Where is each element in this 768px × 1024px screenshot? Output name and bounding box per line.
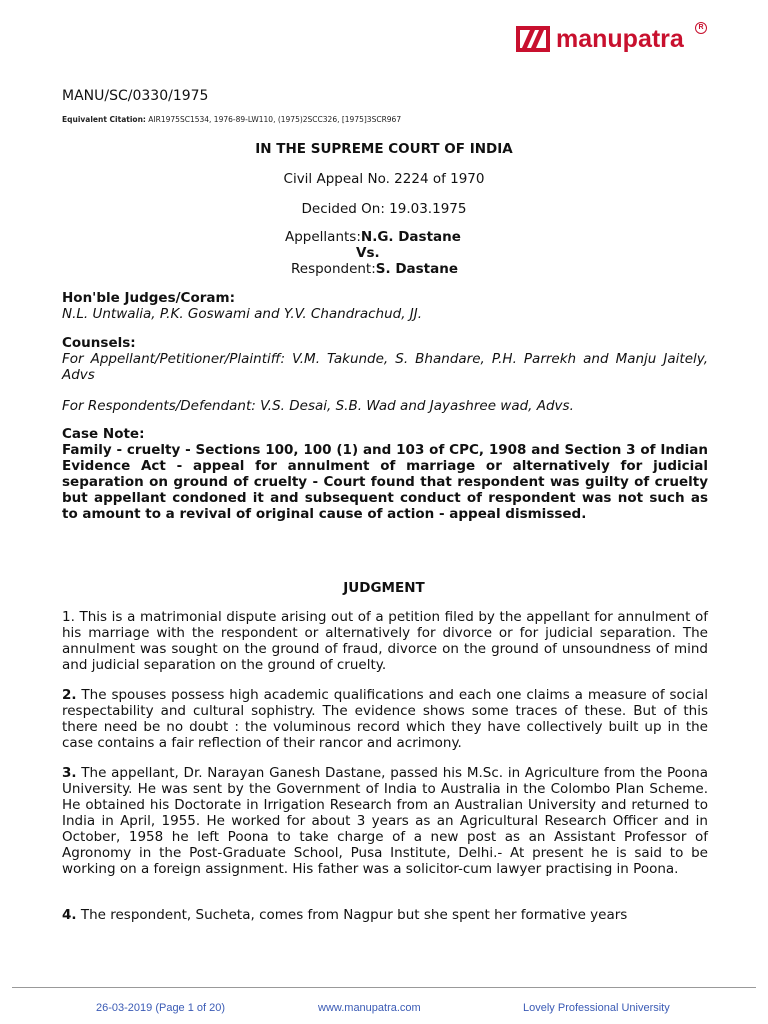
paragraph-1 [62, 609, 708, 673]
decided-date: Decided On: 19.03.1975 [301, 201, 467, 217]
paragraph-number: 4. [62, 907, 77, 923]
counsel-appellant: For Appellant/Petitioner/Plaintiff: V.M. Takunde, S. Bhandare, P.H. Parrekh and Manju Jaitely, Advs [62, 351, 708, 383]
paragraph-number: 2. [62, 687, 77, 703]
judges-heading: Hon'ble Judges/Coram: [62, 290, 235, 306]
paragraph-text: The respondent, Sucheta, comes from Nagpur but she spent her formative years [76, 907, 628, 923]
manupatra-logo [516, 20, 712, 60]
paragraph-2 [62, 687, 708, 751]
paragraph-text: The spouses possess high academic qualifications and each one claims a measure of social respectability and cultural sophistry. The evidence shows some traces of these. But of this there need be no doubt : the voluminous record which they have collectively built up in the case contains a fair reflection of their rancor and acrimony. [62, 687, 708, 751]
counsels-heading: Counsels: [62, 335, 136, 351]
equivalent-citation [62, 115, 401, 124]
appeal-number: Civil Appeal No. 2224 of 1970 [283, 171, 485, 187]
paragraph-3 [62, 765, 708, 877]
equivalent-citation-label: Equivalent Citation: [62, 115, 146, 124]
manupatra-mark-icon [516, 26, 550, 52]
appellants-line [285, 229, 461, 245]
paragraph-4 [62, 907, 708, 923]
case-note-heading: Case Note: [62, 426, 145, 442]
judges-section [62, 290, 708, 322]
judges-names: N.L. Untwalia, P.K. Goswami and Y.V. Chandrachud, JJ. [62, 306, 423, 322]
respondent-label: Respondent: [291, 261, 376, 277]
versus: Vs. [356, 245, 380, 261]
logo-wordmark: manupatra [556, 25, 684, 53]
citation-id: MANU/SC/0330/1975 [62, 88, 209, 104]
footer-page-info: 26-03-2019 (Page 1 of 20) [96, 1002, 226, 1014]
appellants-name: N.G. Dastane [360, 229, 461, 245]
paragraph-number: 3. [62, 765, 77, 781]
footer-licensee: Lovely Professional University [523, 1002, 670, 1014]
counsel-respondent: For Respondents/Defendant: V.S. Desai, S.B. Wad and Jayashree wad, Advs. [62, 398, 574, 414]
footer-website-link[interactable]: www.manupatra.com [318, 1002, 421, 1014]
court-name: IN THE SUPREME COURT OF INDIA [255, 141, 513, 157]
equivalent-citation-value: AIR1975SC1534, 1976-89-LW110, (1975)2SCC326, [1975]3SCR967 [145, 115, 402, 124]
case-note-section [62, 426, 708, 522]
judgment-heading: JUDGMENT [343, 580, 425, 596]
respondent-line [291, 261, 458, 277]
paragraph-text: This is a matrimonial dispute arising out of a petition filed by the appellant for annulment of his marriage with the respondent or alternatively for divorce or for judicial separation. The annulment was sought on the ground of fraud, divorce on the ground of unsoundness of mind and judicial separation on the ground of cruelty. [62, 609, 708, 673]
counsels-section [62, 335, 708, 383]
footer-divider [12, 987, 756, 988]
paragraph-number: 1. [62, 609, 75, 625]
paragraph-text: The appellant, Dr. Narayan Ganesh Dastane, passed his M.Sc. in Agriculture from the Poona University. He was sent by the Government of India to Australia in the Colombo Plan Scheme. He obtained his Doctorate in Irrigation Research from an Australian University and returned to India in April, 1955. He worked for about 3 years as an Agricultural Research Officer and in October, 1958 he left Poona to take charge of a new post as an Assistant Professor of Agronomy in the Post-Graduate School, Pusa Institute, Delhi.- At present he is said to be working on a foreign assignment. His father was a solicitor-cum lawyer practising in Poona. [62, 765, 708, 877]
registered-mark: R [695, 22, 707, 34]
appellants-label: Appellants: [285, 229, 361, 245]
case-note-text: Family - cruelty - Sections 100, 100 (1) and 103 of CPC, 1908 and Section 3 of Indian Evidence Act - appeal for annulment of marriage or alternatively for judicial separation on ground of cruelty - Court found that respondent was guilty of cruelty but appellant condoned it and subsequent conduct of respondent was not such as to amount to a revival of original cause of action - appeal dismissed. [62, 442, 708, 522]
respondent-name: S. Dastane [375, 261, 459, 277]
